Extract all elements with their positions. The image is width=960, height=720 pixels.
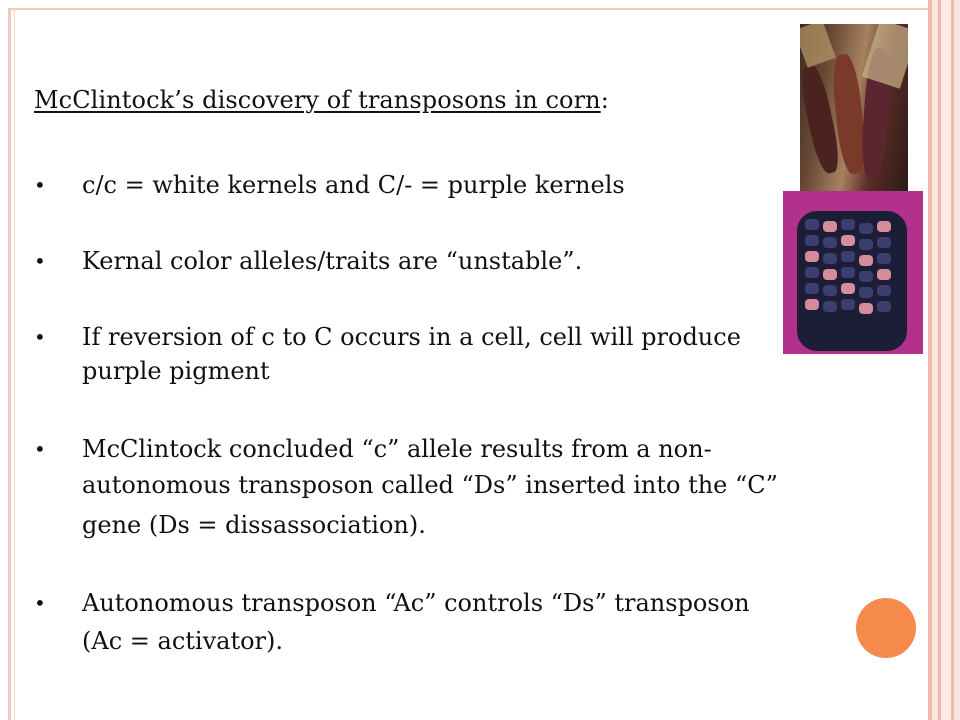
right-stripe (941, 0, 951, 720)
bullet-text: Kernal color alleles/traits are “unstable”. (82, 247, 583, 275)
bullet-text: McClintock concluded “c” allele results from a non- (82, 435, 712, 463)
bullet-text: (Ac = activator). (82, 627, 283, 655)
slide-title (34, 86, 609, 114)
bullet-text: If reversion of c to C occurs in a cell, cell will produce (82, 323, 741, 351)
bullet-text: gene (Ds = dissassociation). (82, 511, 426, 539)
frame-left-border (8, 8, 11, 720)
decorative-orange-circle (856, 598, 916, 658)
frame-top-border (8, 8, 928, 10)
slide-title-text: McClintock’s discovery of transposons in corn (34, 86, 601, 114)
bullet-text: c/c = white kernels and C/- = purple kernels (82, 171, 625, 199)
corn-cobs-photo (800, 24, 908, 192)
bullet-text: autonomous transposon called “Ds” inserted into the “C” (82, 471, 778, 499)
bullet-dot: • (34, 173, 46, 197)
purple-corn-closeup-photo (783, 191, 923, 354)
bullet-dot: • (34, 249, 46, 273)
right-stripe (954, 0, 960, 720)
bullet-dot: • (34, 325, 46, 349)
bullet-dot: • (34, 591, 46, 615)
bullet-dot: • (34, 437, 46, 461)
bullet-text: purple pigment (82, 357, 270, 385)
frame-left-inner-border (14, 8, 15, 720)
slide-title-colon: : (600, 86, 609, 114)
bullet-text: Autonomous transposon “Ac” controls “Ds” transposon (82, 589, 750, 617)
